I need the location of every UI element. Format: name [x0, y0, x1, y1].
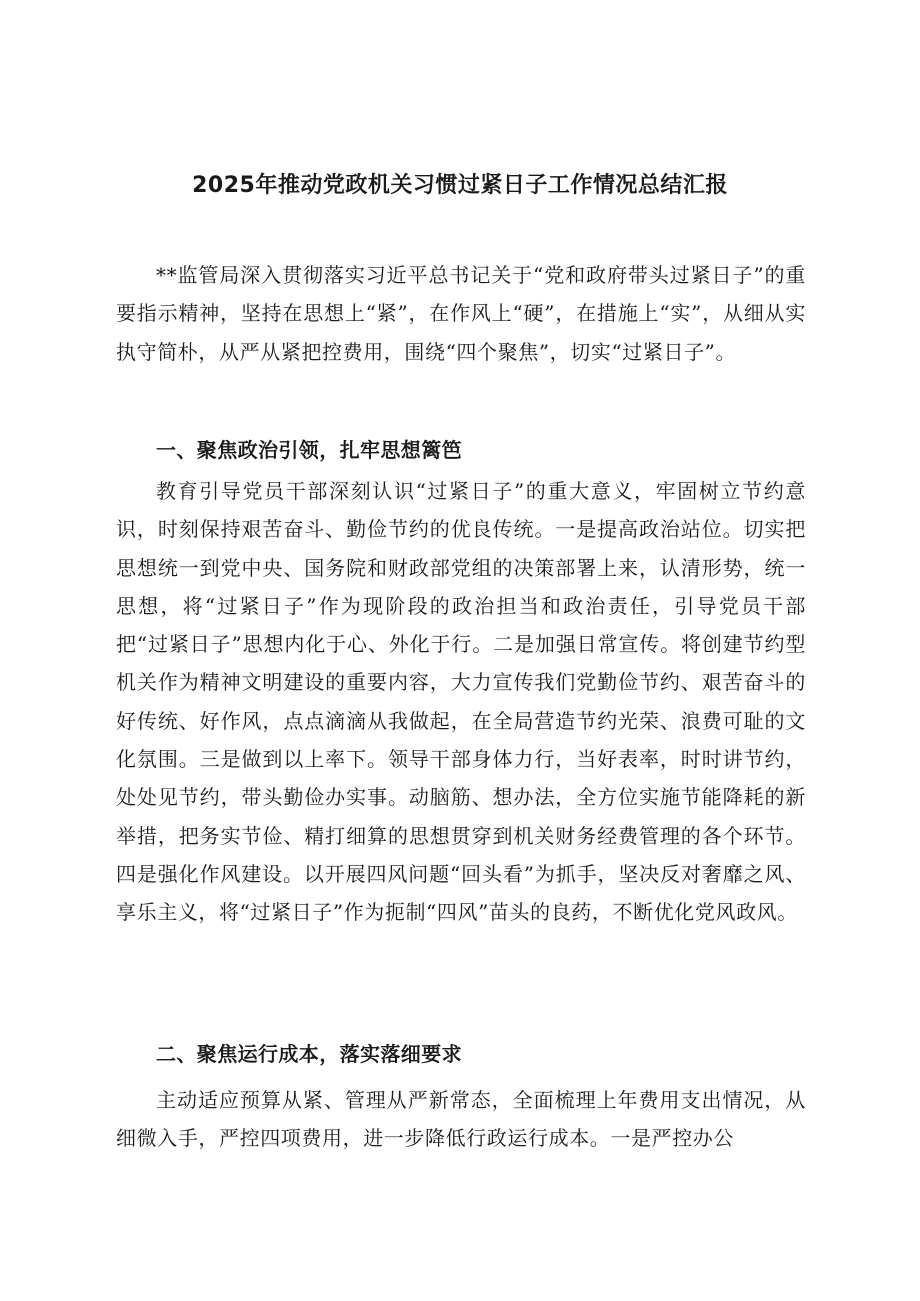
intro-paragraph: **监管局深入贯彻落实习近平总书记关于“党和政府带头过紧日子”的重要指示精神，坚持在思想上“紧”，在作风上“硬”，在措施上“实”，从细从实执守简朴，从严从紧把控费用，围绕“四个聚焦”，切实“过紧日子”。: [116, 263, 806, 364]
section-paragraph-2: 主动适应预算从紧、管理从严新常态，全面梳理上年费用支出情况，从细微入手，严控四项费用，进一步降低行政运行成本。一是严控办公: [116, 1088, 806, 1151]
section-heading-1: 一、聚焦政治引领，扎牢思想篱笆: [156, 438, 462, 462]
document-title: 2025年推动党政机关习惯过紧日子工作情况总结汇报: [192, 173, 728, 198]
section-paragraph-1: 教育引导党员干部深刻认识“过紧日子”的重大意义，牢固树立节约意识，时刻保持艰苦奋斗、勤俭节约的优良传统。一是提高政治站位。切实把思想统一到党中央、国务院和财政部党组的决策部署上来，认清形势，统一思想，将“过紧日子”作为现阶段的政治担当和政治责任，引导党员干部把“过紧日子”思想内化于心、外化于行。二是加强日常宣传。将创建节约型机关作为精神文明建设的重要内容，大力宣传我们党勤俭节约、艰苦奋斗的好传统、好作风，点点滴滴从我做起，在全局营造节约光荣、浪费可耻的文化氛围。三是做到以上率下。领导干部身体力行，当好表率，时时讲节约，处处见节约，带头勤俭办实事。动脑筋、想办法，全方位实施节能降耗的新举措，把务实节俭、精打细算的思想贯穿到机关财务经费管理的各个环节。四是强化作风建设。以开展四风问题“回头看”为抓手，坚决反对奢靡之风、享乐主义，将“过紧日子”作为扼制“四风”苗头的良药，不断优化党风政风。: [116, 479, 806, 925]
section-heading-2: 二、聚焦运行成本，落实落细要求: [156, 1042, 462, 1066]
